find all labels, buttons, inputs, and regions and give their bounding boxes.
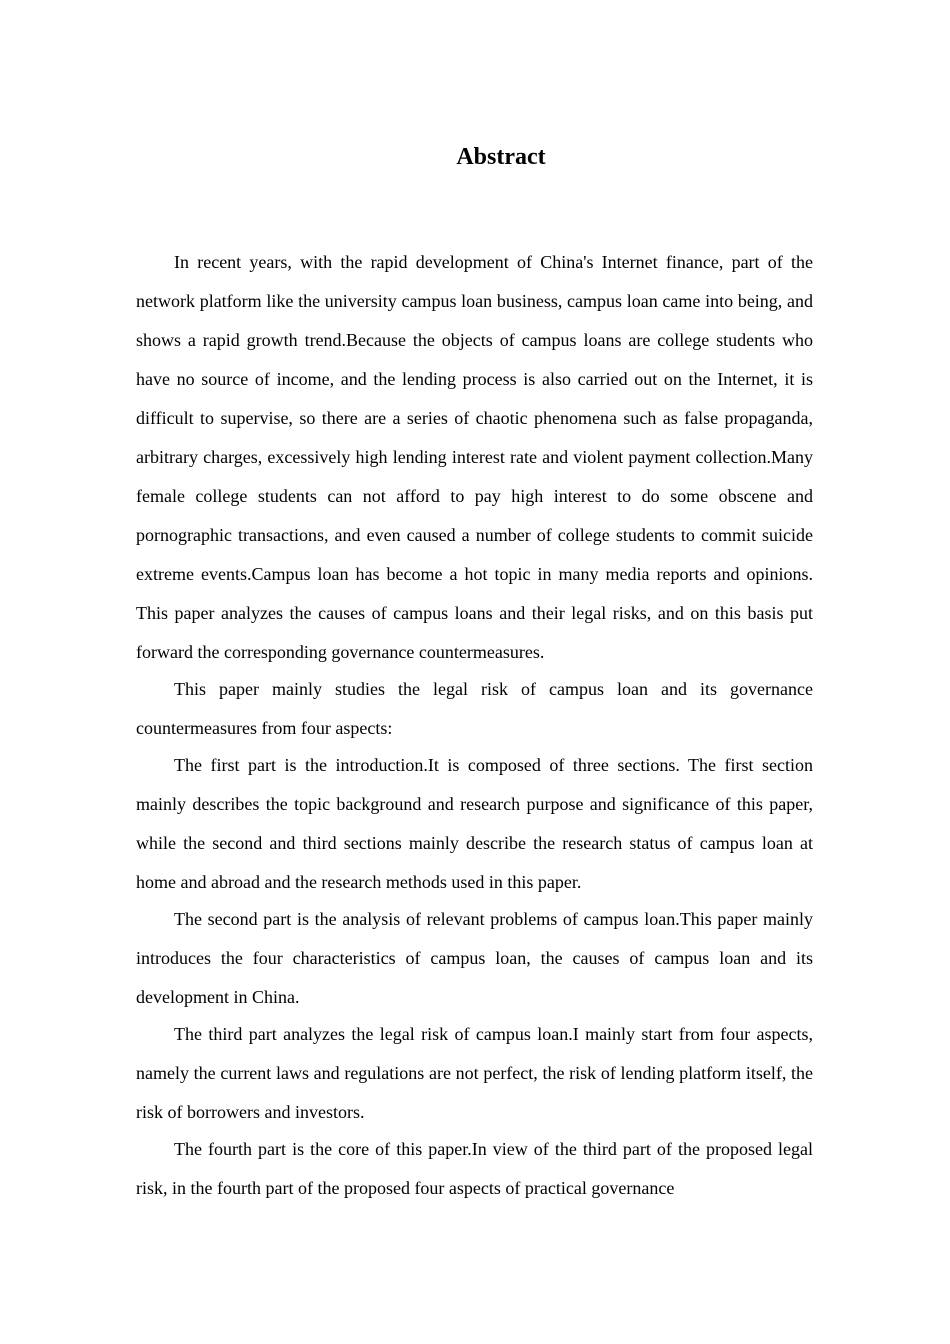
paragraph-part-two: The second part is the analysis of relevant problems of campus loan.This paper mainly introduces the four characteristics of campus loan, the causes of campus loan and its development in China. — [136, 909, 813, 1007]
page-title: Abstract — [456, 144, 546, 170]
paragraph-part-four: The fourth part is the core of this paper.In view of the third part of the proposed legal risk, in the fourth part of the proposed four aspects of practical governance — [136, 1139, 813, 1198]
abstract-body — [136, 243, 813, 1206]
paragraph-background: In recent years, with the rapid development of China's Internet finance, part of the network platform like the university campus loan business, campus loan came into being, and shows a rapid growth trend.Because the objects of campus loans are college students who have no source of income, and the lending process is also carried out on the Internet, it is difficult to supervise, so there are a series of chaotic phenomena such as false propaganda, arbitrary charges, excessively high lending interest rate and violent payment collection.Many female college students can not afford to pay high interest to do some obscene and pornographic transactions, and even caused a number of college students to commit suicide extreme events.Campus loan has become a hot topic in many media reports and opinions. This paper analyzes the causes of campus loans and their legal risks, and on this basis put forward the corresponding governance countermeasures. — [136, 252, 813, 662]
paragraph-overview: This paper mainly studies the legal risk of campus loan and its governance countermeasures from four aspects: — [136, 679, 813, 738]
paragraph-part-one: The first part is the introduction.It is composed of three sections. The first section mainly describes the topic background and research purpose and significance of this paper, while the second and third sections mainly describe the research status of campus loan at home and abroad and the research methods used in this paper. — [136, 755, 813, 892]
paragraph-part-three: The third part analyzes the legal risk of campus loan.I mainly start from four aspects, namely the current laws and regulations are not perfect, the risk of lending platform itself, the risk of borrowers and investors. — [136, 1024, 813, 1122]
